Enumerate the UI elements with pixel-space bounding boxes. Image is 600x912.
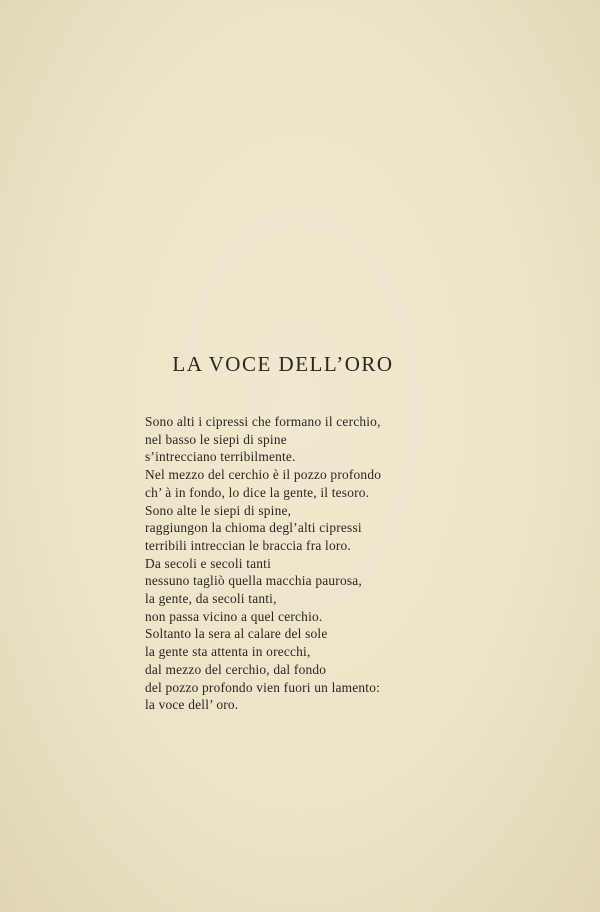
poem-line: Sono alte le siepi di spine,: [145, 502, 292, 518]
poem-line: nel basso le siepi di spine: [145, 431, 287, 447]
poem-line: la voce dell’ oro.: [145, 697, 239, 713]
poem-line: nessuno tagliò quella macchia paurosa,: [145, 573, 362, 589]
poem-line: ch’ à in fondo, lo dice la gente, il tesoro.: [145, 484, 370, 500]
poem-line: s’intrecciano terribilmente.: [145, 449, 296, 465]
poem-line: dal mezzo del cerchio, dal fondo: [145, 661, 327, 677]
poem-title: LA VOCE DELL’ORO: [172, 352, 394, 376]
poem-line: raggiungon la chioma degl’alti cipressi: [145, 520, 362, 536]
poem-line: del pozzo profondo vien fuori un lamento:: [145, 679, 381, 695]
poem-line: Soltanto la sera al calare del sole: [145, 626, 328, 642]
poem-text: [145, 413, 435, 714]
poem-line: Da secoli e secoli tanti: [145, 555, 272, 571]
poem-line: non passa vicino a quel cerchio.: [145, 608, 323, 624]
poem-line: terribili intreccian le braccia fra loro.: [145, 537, 351, 553]
poem-line: la gente sta attenta in orecchi,: [145, 644, 311, 660]
poem-line: Sono alti i cipressi che formano il cerchio,: [145, 414, 381, 429]
poem-line: Nel mezzo del cerchio è il pozzo profondo: [145, 467, 382, 483]
poem-line: la gente, da secoli tanti,: [145, 591, 277, 607]
